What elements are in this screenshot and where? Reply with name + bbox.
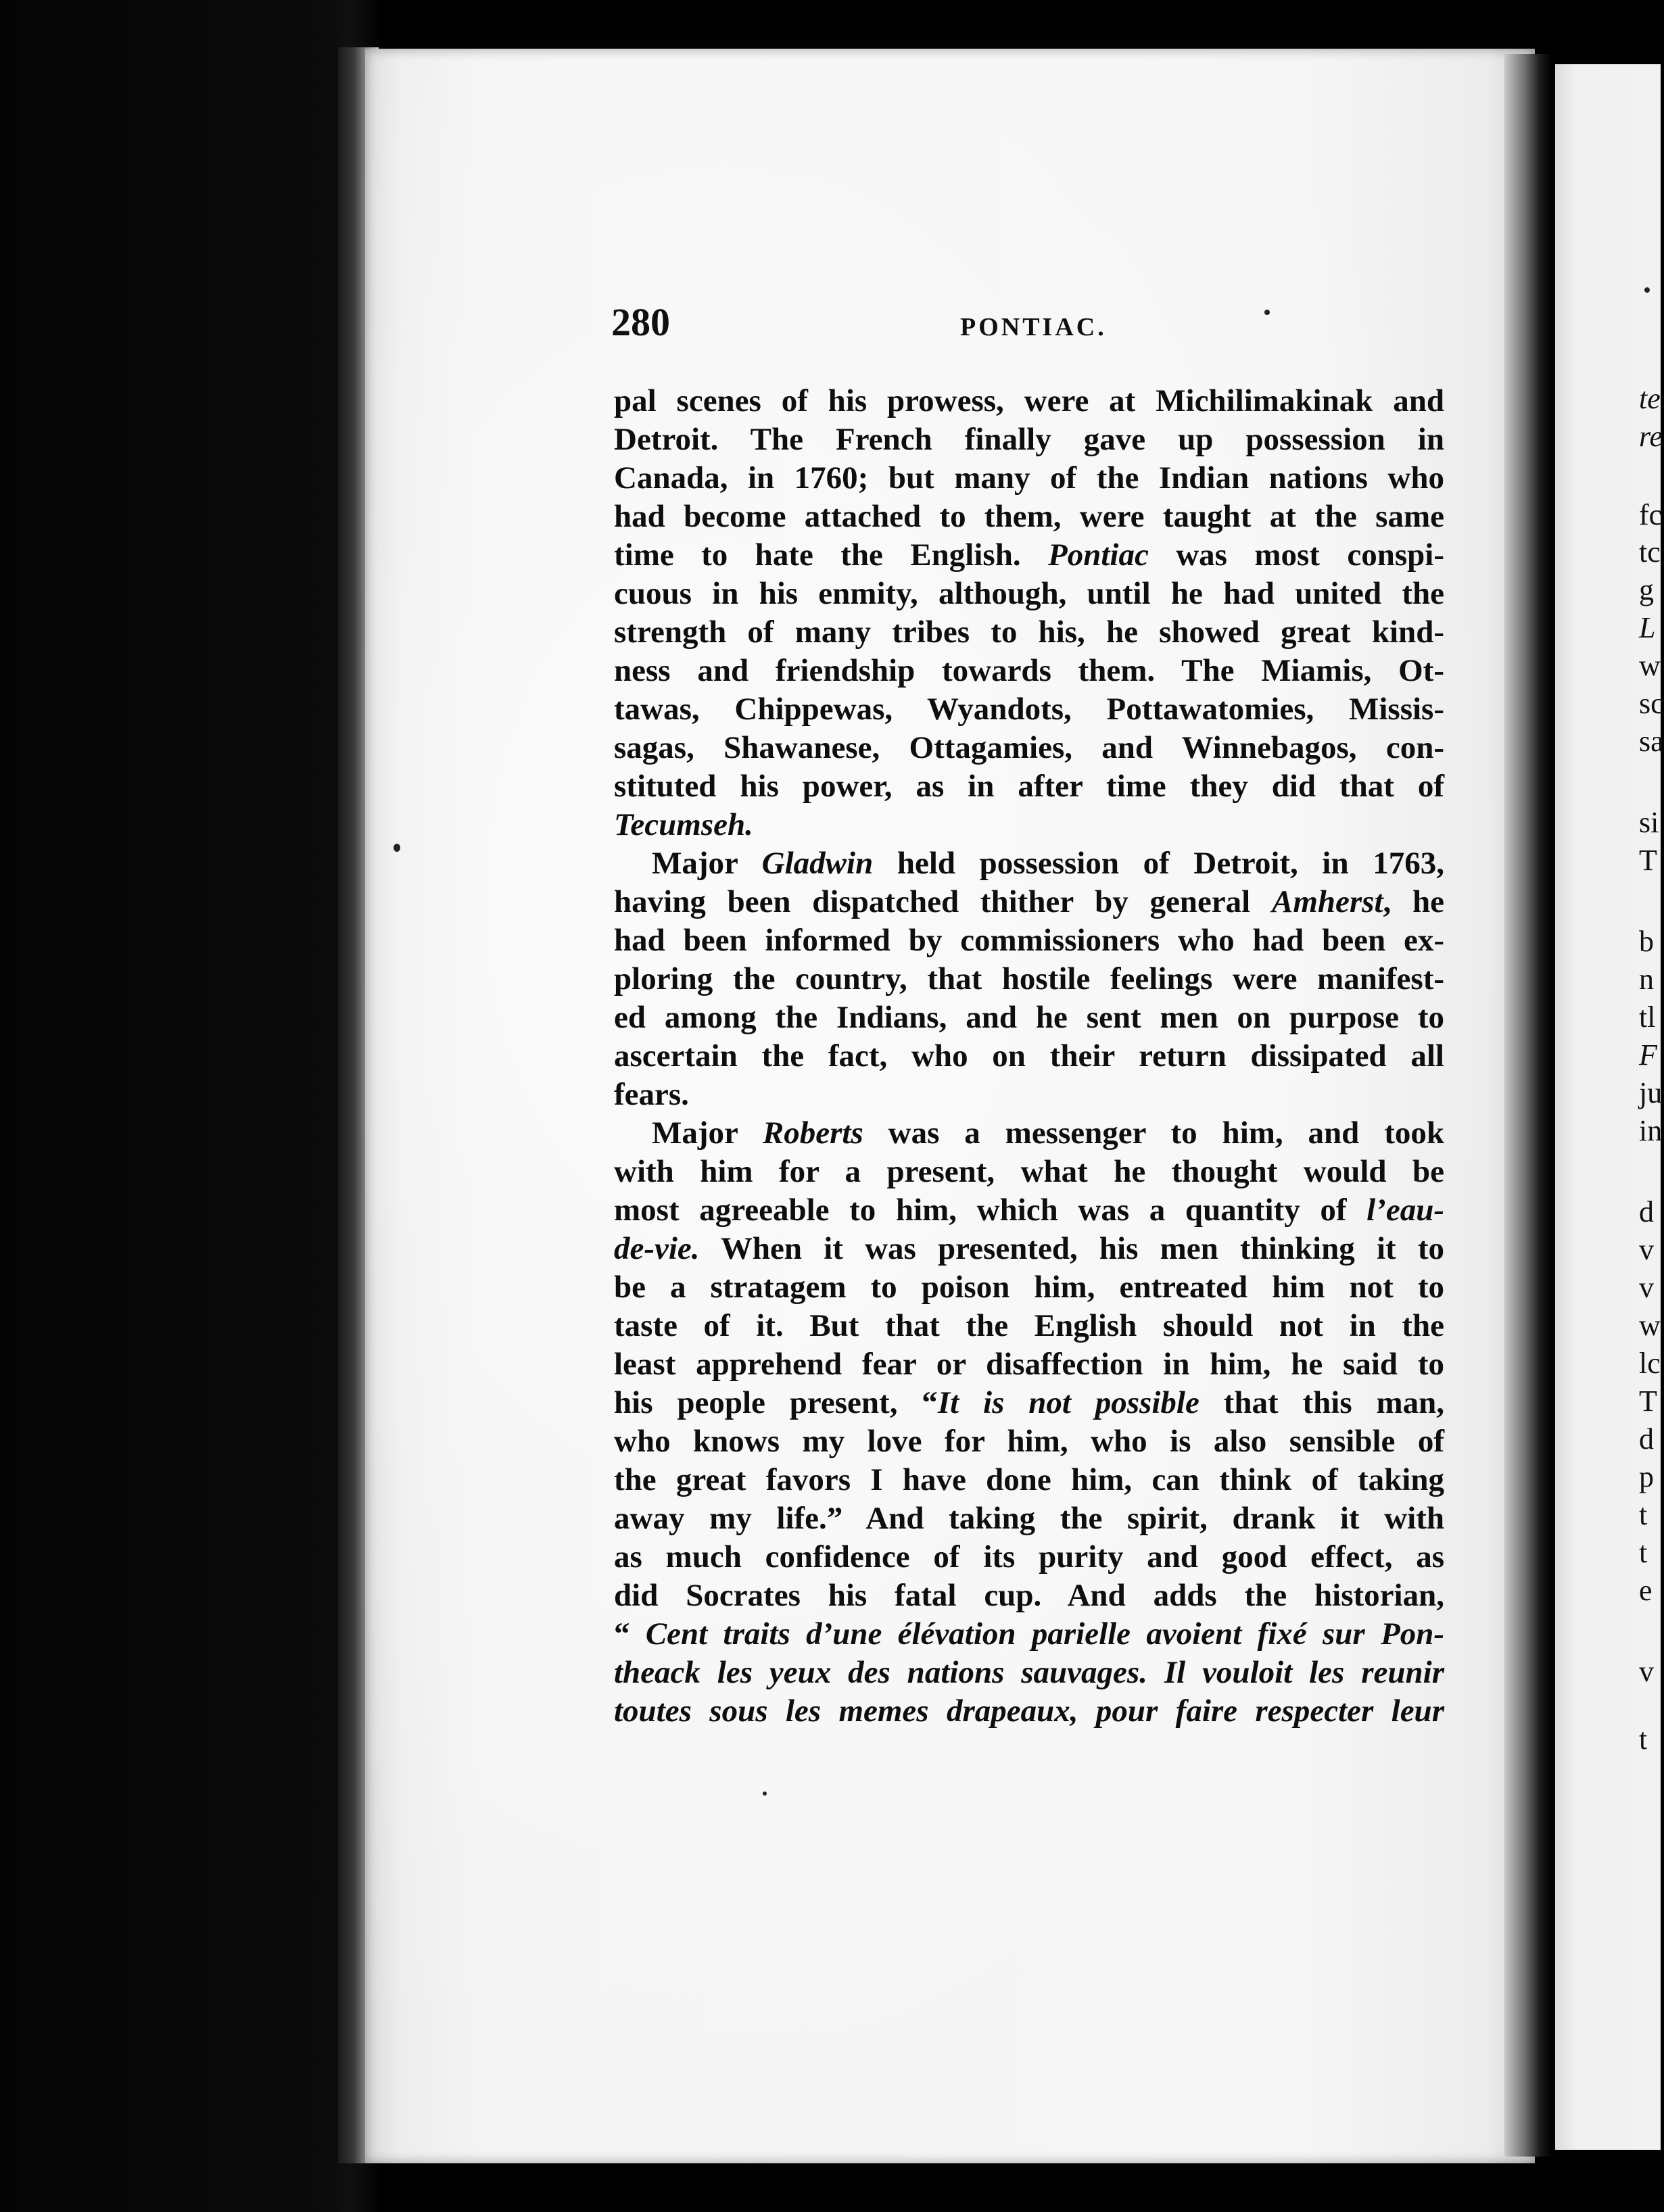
running-head: PONTIAC. — [960, 313, 1107, 341]
text-line — [614, 883, 1444, 921]
text-run: time to hate the English. — [614, 537, 1048, 573]
text-line — [614, 652, 1444, 690]
text-line — [614, 613, 1444, 652]
page-number: 280 — [611, 300, 670, 344]
text-line — [614, 1230, 1444, 1268]
facing-page-fragment: fc — [1639, 498, 1663, 531]
facing-page-fragment: v — [1639, 1271, 1654, 1304]
text-run: fears. — [614, 1077, 689, 1112]
text-line — [614, 536, 1444, 575]
text-line — [614, 1422, 1444, 1461]
text-line — [614, 1461, 1444, 1499]
facing-page-fragment: sc — [1639, 687, 1664, 720]
page-gutter-shadow — [1504, 54, 1552, 2157]
facing-page-fragment: d — [1639, 1195, 1654, 1228]
text-run: taste of it. But that the English should not in the — [614, 1308, 1444, 1343]
text-run: did Socrates his fatal cup. And adds the historian, — [614, 1578, 1444, 1613]
scan-speck — [1644, 287, 1650, 293]
italic-text: Gladwin — [761, 846, 874, 881]
facing-page-fragment: w — [1639, 649, 1661, 682]
text-run: be a stratagem to poison him, entreated him not to — [614, 1270, 1444, 1305]
text-line — [614, 575, 1444, 613]
facing-page-fragment: t — [1639, 1723, 1648, 1756]
text-line — [614, 1345, 1444, 1384]
text-run: Major — [652, 1115, 763, 1151]
text-run: away my life.” And taking the spirit, drank it with — [614, 1501, 1444, 1536]
text-line — [614, 767, 1444, 806]
text-run: strength of many tribes to his, he showed great kind- — [614, 615, 1444, 650]
text-run: as much confidence of its purity and good effect, as — [614, 1539, 1444, 1574]
text-run: cuous in his enmity, although, until he had united the — [614, 576, 1444, 611]
text-run: had been informed by commissioners who had been ex- — [614, 923, 1444, 958]
text-line — [614, 420, 1444, 459]
text-run: that this man, — [1199, 1385, 1445, 1420]
text-line — [614, 960, 1444, 999]
text-run: most agreeable to him, which was a quantity of — [614, 1193, 1367, 1228]
text-line — [614, 921, 1444, 960]
text-run: the great favors I have done him, can think of taking — [614, 1462, 1444, 1497]
facing-page-fragment: t — [1639, 1498, 1648, 1531]
text-run: ness and friendship towards them. The Miamis, Ot- — [614, 653, 1444, 688]
facing-page-fragment: tl — [1639, 1001, 1656, 1034]
text-line — [614, 459, 1444, 498]
facing-page-fragment: ju — [1639, 1076, 1663, 1109]
text-run: sagas, Shawanese, Ottagamies, and Winnebagos, con- — [614, 730, 1444, 765]
facing-page-fragment: in — [1639, 1114, 1663, 1147]
text-run: “ — [614, 1616, 646, 1652]
facing-page-fragment: si — [1639, 806, 1659, 839]
scan-speck — [763, 1792, 767, 1796]
italic-text: Amherst — [1271, 884, 1383, 919]
text-run: with him for a present, what he thought would be — [614, 1154, 1444, 1189]
italic-text: It is not possible — [937, 1385, 1199, 1420]
facing-page-fragment: tc — [1639, 535, 1661, 569]
facing-page-fragment: w — [1639, 1309, 1661, 1342]
text-run: was a messenger to him, and took — [863, 1115, 1444, 1151]
text-line — [614, 1191, 1444, 1230]
text-run: least apprehend fear or disaffection in him, he said to — [614, 1347, 1444, 1382]
facing-page-fragment: p — [1639, 1460, 1654, 1493]
text-line — [614, 1499, 1444, 1538]
italic-text: de-vie. — [614, 1231, 700, 1266]
text-line — [614, 1153, 1444, 1191]
text-line — [614, 1076, 1444, 1114]
text-run: ascertain the fact, who on their return dissipated all — [614, 1038, 1444, 1074]
facing-page-fragment: F — [1639, 1038, 1657, 1072]
text-run: his people present, “ — [614, 1385, 938, 1420]
text-line — [614, 1037, 1444, 1076]
facing-page-fragment: L — [1639, 611, 1656, 644]
facing-page-fragment: b — [1639, 925, 1654, 958]
italic-text: Pontiac — [1047, 537, 1149, 573]
text-line — [614, 844, 1444, 883]
text-line — [614, 382, 1444, 420]
text-line — [614, 729, 1444, 767]
scan-speck — [394, 844, 400, 852]
text-line — [614, 1268, 1444, 1307]
facing-page-fragment: g — [1639, 573, 1654, 606]
text-run: pal scenes of his prowess, were at Michilimakinak and — [614, 383, 1444, 418]
facing-page-fragment: T — [1639, 1385, 1657, 1418]
text-line — [614, 1692, 1444, 1731]
text-run: When it was presented, his men thinking it to — [699, 1231, 1444, 1266]
facing-page-fragment: e — [1639, 1574, 1653, 1607]
text-line — [614, 1615, 1444, 1654]
text-run: having been dispatched thither by general — [614, 884, 1272, 919]
facing-page-fragment: v — [1639, 1233, 1654, 1266]
text-line — [614, 1114, 1444, 1153]
text-run: who knows my love for him, who is also sensible of — [614, 1424, 1444, 1459]
facing-page-fragment: te — [1639, 382, 1661, 415]
text-line — [614, 1654, 1444, 1692]
text-run: ed among the Indians, and he sent men on purpose to — [614, 1000, 1444, 1035]
scan-speck — [1264, 310, 1270, 315]
text-run: had become attached to them, were taught at the same — [614, 499, 1444, 534]
facing-page-fragment: sa — [1639, 725, 1664, 758]
text-run: held possession of Detroit, in 1763, — [873, 846, 1444, 881]
facing-page-fragment: T — [1639, 844, 1657, 877]
italic-text: l’eau- — [1366, 1193, 1444, 1228]
text-line — [614, 999, 1444, 1037]
text-run: Detroit. The French finally gave up possession in — [614, 422, 1444, 457]
facing-page-fragment: v — [1639, 1655, 1654, 1688]
facing-page-fragment: t — [1639, 1536, 1648, 1569]
facing-page-fragment: lc — [1639, 1347, 1661, 1380]
text-line — [614, 1538, 1444, 1577]
text-run: stituted his power, as in after time they did that of — [614, 769, 1444, 804]
text-line — [614, 498, 1444, 536]
text-run: Major — [652, 846, 762, 881]
facing-page-fragment: d — [1639, 1422, 1654, 1456]
text-run: , he — [1383, 884, 1445, 919]
text-run: was most conspi- — [1148, 537, 1444, 573]
text-run: ploring the country, that hostile feelings were manifest- — [614, 961, 1444, 996]
text-run: Canada, in 1760; but many of the Indian nations who — [614, 460, 1444, 496]
text-line — [614, 1384, 1444, 1422]
italic-text: Cent traits d’une élévation parielle avoient fixé sur Pon- — [645, 1616, 1445, 1652]
text-line — [614, 1577, 1444, 1615]
facing-page-fragment: n — [1639, 963, 1654, 996]
text-line — [614, 806, 1444, 844]
italic-text: toutes sous les memes drapeaux, pour faire respecter leur — [614, 1693, 1444, 1729]
facing-page-fragment: re — [1639, 420, 1663, 453]
italic-text: Tecumseh. — [614, 807, 753, 842]
italic-text: Roberts — [762, 1115, 863, 1151]
italic-text: theack les yeux des nations sauvages. Il vouloit les reunir — [614, 1655, 1444, 1690]
text-line — [614, 690, 1444, 729]
body-text — [614, 382, 1444, 1731]
text-run: tawas, Chippewas, Wyandots, Pottawatomies, Missis- — [614, 692, 1444, 727]
text-line — [614, 1307, 1444, 1345]
